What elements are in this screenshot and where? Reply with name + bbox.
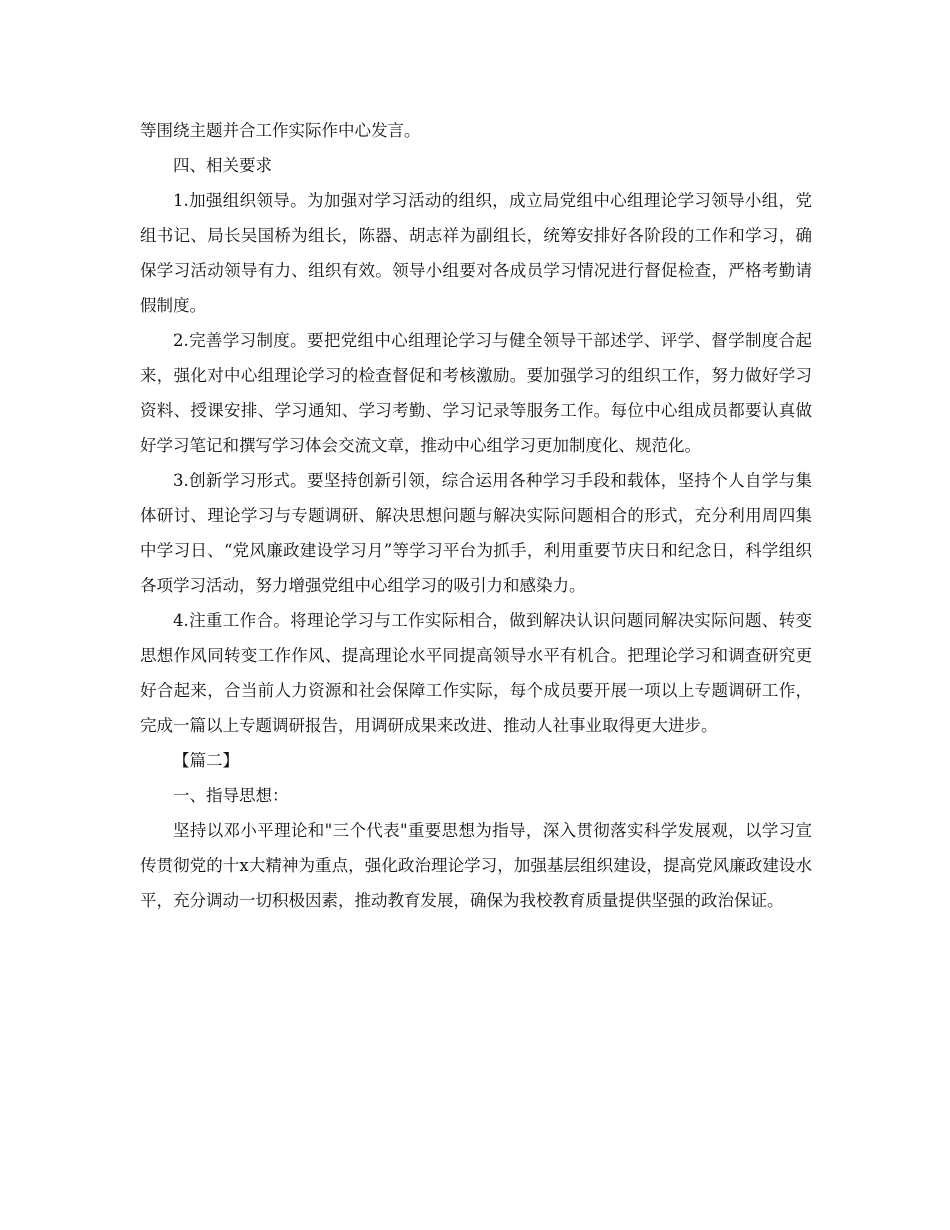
section-heading-guiding-ideology: 一、指导思想：	[173, 786, 289, 805]
paragraph-item-3: 3.创新学习形式。要坚持创新引领，综合运用各种学习手段和载体，坚持个人自学与集体研讨、理论学习与专题调研、解决思想问题与解决实际问题相合的形式，充分利用周四集中学习日、“党风廉政建设学习月”等学习平台为抓手，利用重要节庆日和纪念日，科学组织各项学习活动，努力增强党组中心组学习的吸引力和感染力。	[140, 471, 812, 595]
paragraph-continuation: 等围绕主题并合工作实际作中心发言。	[140, 121, 421, 140]
section-heading-part-two: 【篇二】	[173, 751, 239, 770]
paragraph-guiding-ideology: 坚持以邓小平理论和"三个代表"重要思想为指导，深入贯彻落实科学发展观，以学习宣传贯彻党的十x大精神为重点，强化政治理论学习，加强基层组织建设，提高党风廉政建设水平，充分调动一切积极因素，推动教育发展，确保为我校教育质量提供坚强的政治保证。	[140, 821, 812, 910]
paragraph-item-2: 2.完善学习制度。要把党组中心组理论学习与健全领导干部述学、评学、督学制度合起来，强化对中心组理论学习的检查督促和考核激励。要加强学习的组织工作，努力做好学习资料、授课安排、学习通知、学习考勤、学习记录等服务工作。每位中心组成员都要认真做好学习笔记和撰写学习体会交流文章，推动中心组学习更加制度化、规范化。	[140, 331, 812, 455]
document-body	[140, 113, 812, 918]
paragraph-item-1: 1.加强组织领导。为加强对学习活动的组织，成立局党组中心组理论学习领导小组，党组书记、局长吴国桥为组长，陈器、胡志祥为副组长，统筹安排好各阶段的工作和学习，确保学习活动领导有力、组织有效。领导小组要对各成员学习情况进行督促检查，严格考勤请假制度。	[140, 191, 812, 315]
paragraph-item-4: 4.注重工作合。将理论学习与工作实际相合，做到解决认识问题同解决实际问题、转变思想作风同转变工作作风、提高理论水平同提高领导水平有机合。把理论学习和调查研究更好合起来，合当前人力资源和社会保障工作实际，每个成员要开展一项以上专题调研工作，完成一篇以上专题调研报告，用调研成果来改进、推动人社事业取得更大进步。	[140, 611, 812, 735]
section-heading-requirements: 四、相关要求	[173, 156, 272, 175]
